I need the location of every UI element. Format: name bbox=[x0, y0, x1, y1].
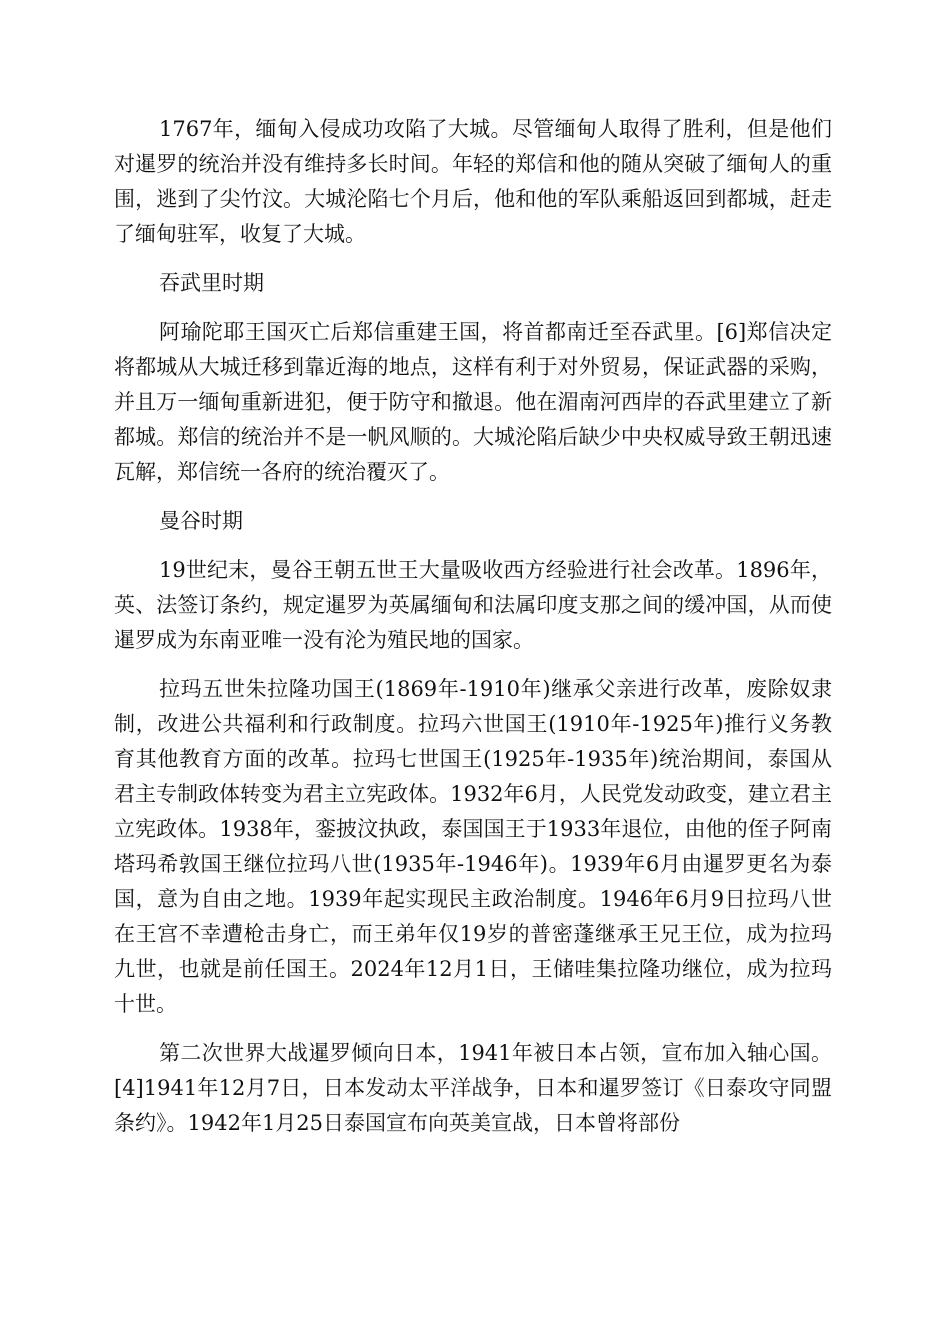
paragraph-ww2: 第二次世界大战暹罗倾向日本，1941年被日本占领，宣布加入轴心国。[4]1941年12月7日，日本发动太平洋战争，日本和暹罗签订《日泰攻守同盟条约》。1942年1月25日泰国宣布向英美宣战，日本曾将部份 bbox=[114, 1041, 832, 1135]
paragraph-thonburi: 阿瑜陀耶王国灭亡后郑信重建王国，将首都南迁至吞武里。[6]郑信决定将都城从大城迁移到靠近海的地点，这样有利于对外贸易，保证武器的采购，并且万一缅甸重新进犯，便于防守和撤退。他在湄南河西岸的吞武里建立了新都城。郑信的统治并不是一帆风顺的。大城沦陷后缺少中央权威导致王朝迅速瓦解，郑信统一各府的统治覆灭了。 bbox=[114, 320, 832, 484]
paragraph-bangkok-reform: 19世纪末，曼谷王朝五世王大量吸收西方经验进行社会改革。1896年，英、法签订条约，规定暹罗为英属缅甸和法属印度支那之间的缓冲国，从而使暹罗成为东南亚唯一没有沦为殖民地的国家。 bbox=[114, 558, 832, 652]
section-heading-bangkok: 曼谷时期 bbox=[159, 509, 243, 533]
paragraph-rama-kings: 拉玛五世朱拉隆功国王(1869年-1910年)继承父亲进行改革，废除奴隶制，改进公共福利和行政制度。拉玛六世国王(1910年-1925年)推行义务教育其他教育方面的改革。拉玛七世国王(1925年-1935年)统治期间，泰国从君主专制政体转变为君主立宪政体。1932年6月，人民党发动政变，建立君主立宪政体。1938年，銮披汶执政，泰国国王于1933年退位，由他的侄子阿南塔玛希敦国王继位拉玛八世(1935年-1946年)。1939年6月由暹罗更名为泰国，意为自由之地。1939年起实现民主政治制度。1946年6月9日拉玛八世在王宫不幸遭枪击身亡，而王弟年仅19岁的普密蓬继承王兄王位，成为拉玛九世，也就是前任国王。2024年12月1日，王储哇集拉隆功继位，成为拉玛十世。 bbox=[114, 677, 832, 1016]
section-heading-thonburi: 吞武里时期 bbox=[159, 271, 264, 295]
document-page bbox=[114, 112, 832, 1155]
paragraph-ayutthaya-fall: 1767年，缅甸入侵成功攻陷了大城。尽管缅甸人取得了胜利，但是他们对暹罗的统治并没有维持多长时间。年轻的郑信和他的随从突破了缅甸人的重围，逃到了尖竹汶。大城沦陷七个月后，他和他的军队乘船返回到都城，赶走了缅甸驻军，收复了大城。 bbox=[114, 117, 832, 246]
